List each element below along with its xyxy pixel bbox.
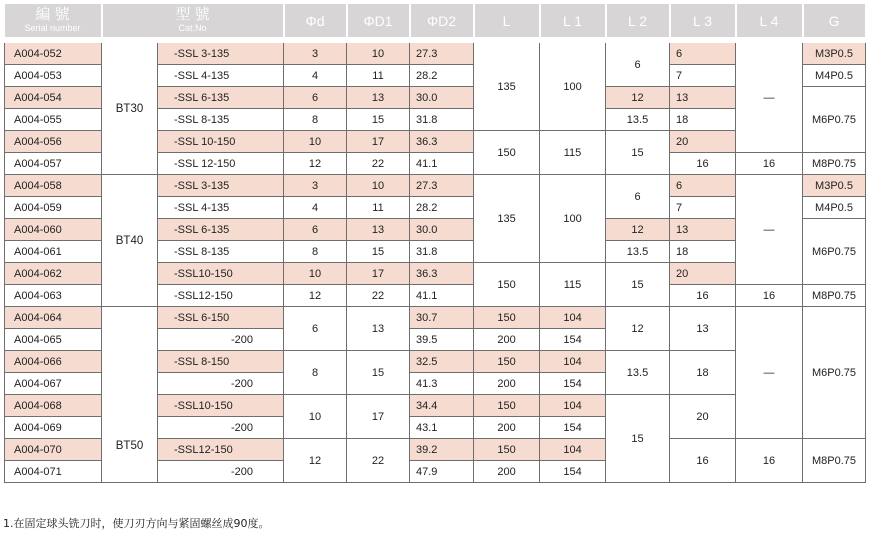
D2-cell: 43.1 [410, 417, 474, 439]
D1-cell: 15 [347, 109, 410, 131]
serial-cell: A004-064 [5, 307, 102, 329]
L3-cell: 18 [670, 241, 736, 263]
D2-cell: 30.0 [410, 87, 474, 109]
table-row [5, 40, 866, 65]
serial-cell: A004-058 [5, 175, 102, 197]
L3-cell: 16 [670, 439, 736, 483]
D2-cell: 36.3 [410, 131, 474, 153]
L2-cell: 12 [606, 307, 670, 351]
serial-cell: A004-052 [5, 40, 102, 65]
D2-cell: 47.9 [410, 461, 474, 483]
cat-cell: -200 [158, 373, 284, 395]
L3-cell: 20 [670, 263, 736, 285]
serial-cell: A004-061 [5, 241, 102, 263]
L1-cell: 115 [540, 131, 606, 175]
serial-cell: A004-059 [5, 197, 102, 219]
L4-cell: 16 [736, 285, 803, 307]
L3-cell: 18 [670, 351, 736, 395]
header-L: L [474, 4, 540, 40]
D1-cell: 11 [347, 65, 410, 87]
L-cell: 150 [474, 395, 540, 417]
G-cell: M4P0.5 [803, 197, 866, 219]
group-cell: BT30 [102, 40, 158, 175]
G-cell: M8P0.75 [803, 439, 866, 483]
L-cell: 150 [474, 439, 540, 461]
header-D2: ΦD2 [410, 4, 474, 40]
cat-cell: -SSL 4-135 [158, 65, 284, 87]
D2-cell: 39.5 [410, 329, 474, 351]
cat-cell: -SSL 8-150 [158, 351, 284, 373]
L-cell: 150 [474, 131, 540, 175]
header-serial-en: Serial number [24, 23, 81, 33]
D1-cell: 22 [347, 285, 410, 307]
L1-cell: 104 [540, 395, 606, 417]
L-cell: 150 [474, 351, 540, 373]
serial-cell: A004-070 [5, 439, 102, 461]
serial-cell: A004-057 [5, 153, 102, 175]
d-cell: 3 [284, 175, 347, 197]
serial-cell: A004-067 [5, 373, 102, 395]
d-cell: 4 [284, 197, 347, 219]
cat-cell: -SSL12-150 [158, 439, 284, 461]
header-serial [5, 4, 102, 40]
D2-cell: 27.3 [410, 175, 474, 197]
D1-cell: 11 [347, 197, 410, 219]
serial-cell: A004-071 [5, 461, 102, 483]
L-cell: 135 [474, 175, 540, 263]
L4-cell: — [736, 307, 803, 439]
d-cell: 8 [284, 241, 347, 263]
header-cat-en: Cat.No [178, 23, 207, 33]
serial-cell: A004-065 [5, 329, 102, 351]
G-cell: M3P0.5 [803, 40, 866, 65]
D2-cell: 30.0 [410, 219, 474, 241]
D2-cell: 31.8 [410, 109, 474, 131]
D2-cell: 34.4 [410, 395, 474, 417]
D2-cell: 31.8 [410, 241, 474, 263]
D2-cell: 27.3 [410, 40, 474, 65]
group-cell: BT40 [102, 175, 158, 307]
group-cell: BT50 [102, 307, 158, 483]
cat-cell: -SSL 6-150 [158, 307, 284, 329]
L-cell: 200 [474, 329, 540, 351]
table-body [5, 40, 866, 483]
serial-cell: A004-068 [5, 395, 102, 417]
D1-cell: 17 [347, 263, 410, 285]
header-serial-cn: 編 號 [35, 6, 70, 23]
cat-cell: -200 [158, 461, 284, 483]
D1-cell: 10 [347, 175, 410, 197]
header-L1: L 1 [540, 4, 606, 40]
L-cell: 150 [474, 263, 540, 307]
cat-cell: -SSL10-150 [158, 263, 284, 285]
L2-cell: 15 [606, 263, 670, 307]
serial-cell: A004-054 [5, 87, 102, 109]
d-cell: 4 [284, 65, 347, 87]
header-L4: L 4 [736, 4, 803, 40]
L4-cell: 16 [736, 153, 803, 175]
cat-cell: -SSL 12-150 [158, 153, 284, 175]
L-cell: 200 [474, 417, 540, 439]
d-cell: 12 [284, 153, 347, 175]
serial-cell: A004-062 [5, 263, 102, 285]
table-row [5, 307, 866, 329]
D2-cell: 41.1 [410, 285, 474, 307]
L2-cell: 13.5 [606, 241, 670, 263]
cat-cell: -SSL 6-135 [158, 219, 284, 241]
cat-cell: -SSL 4-135 [158, 197, 284, 219]
footnote: 1.在固定球头铣刀时，使刀刃方向与紧固螺丝成90度。 [3, 517, 270, 530]
serial-cell: A004-063 [5, 285, 102, 307]
spec-table [4, 4, 867, 483]
header-D1: ΦD1 [347, 4, 410, 40]
d-cell: 8 [284, 109, 347, 131]
L3-cell: 7 [670, 197, 736, 219]
d-cell: 6 [284, 219, 347, 241]
header-L3: L 3 [670, 4, 736, 40]
G-cell: M8P0.75 [803, 153, 866, 175]
L1-cell: 104 [540, 307, 606, 329]
d-cell: 12 [284, 285, 347, 307]
table-row [5, 175, 866, 197]
cat-cell: -200 [158, 417, 284, 439]
cat-cell: -SSL10-150 [158, 395, 284, 417]
D1-cell: 13 [347, 87, 410, 109]
d-cell: 10 [284, 131, 347, 153]
D1-cell: 22 [347, 153, 410, 175]
L3-cell: 13 [670, 219, 736, 241]
L1-cell: 154 [540, 329, 606, 351]
L2-cell: 15 [606, 395, 670, 483]
cat-cell: -SSL 8-135 [158, 241, 284, 263]
D2-cell: 41.1 [410, 153, 474, 175]
D2-cell: 36.3 [410, 263, 474, 285]
D1-cell: 17 [347, 131, 410, 153]
D1-cell: 13 [347, 307, 410, 351]
D2-cell: 39.2 [410, 439, 474, 461]
cat-cell: -SSL 8-135 [158, 109, 284, 131]
header-L2: L 2 [606, 4, 670, 40]
d-cell: 10 [284, 263, 347, 285]
L1-cell: 154 [540, 373, 606, 395]
header-cat-cn: 型 號 [175, 6, 210, 23]
D2-cell: 28.2 [410, 197, 474, 219]
serial-cell: A004-056 [5, 131, 102, 153]
serial-cell: A004-055 [5, 109, 102, 131]
D1-cell: 15 [347, 241, 410, 263]
L3-cell: 20 [670, 131, 736, 153]
L-cell: 200 [474, 373, 540, 395]
L1-cell: 154 [540, 461, 606, 483]
d-cell: 3 [284, 40, 347, 65]
L2-cell: 12 [606, 219, 670, 241]
L1-cell: 100 [540, 175, 606, 263]
L4-cell: — [736, 175, 803, 285]
L2-cell: 15 [606, 131, 670, 175]
header-G: G [803, 4, 866, 40]
L3-cell: 6 [670, 175, 736, 197]
d-cell: 12 [284, 439, 347, 483]
L4-cell: — [736, 40, 803, 153]
serial-cell: A004-066 [5, 351, 102, 373]
serial-cell: A004-069 [5, 417, 102, 439]
D1-cell: 10 [347, 40, 410, 65]
cat-cell: -SSL 10-150 [158, 131, 284, 153]
L3-cell: 16 [670, 285, 736, 307]
serial-cell: A004-053 [5, 65, 102, 87]
L-cell: 135 [474, 40, 540, 131]
L2-cell: 6 [606, 175, 670, 219]
G-cell: M3P0.5 [803, 175, 866, 197]
header-cat-no [102, 4, 284, 40]
G-cell: M6P0.75 [803, 307, 866, 439]
L-cell: 150 [474, 307, 540, 329]
cat-cell: -200 [158, 329, 284, 351]
L3-cell: 16 [670, 153, 736, 175]
L1-cell: 115 [540, 263, 606, 307]
D1-cell: 17 [347, 395, 410, 439]
d-cell: 6 [284, 307, 347, 351]
D1-cell: 22 [347, 439, 410, 483]
d-cell: 10 [284, 395, 347, 439]
d-cell: 8 [284, 351, 347, 395]
L3-cell: 6 [670, 40, 736, 65]
cat-cell: -SSL 3-135 [158, 40, 284, 65]
L4-cell: 16 [736, 439, 803, 483]
header-d: Φd [284, 4, 347, 40]
D2-cell: 30.7 [410, 307, 474, 329]
D2-cell: 41.3 [410, 373, 474, 395]
cat-cell: -SSL 3-135 [158, 175, 284, 197]
G-cell: M6P0.75 [803, 87, 866, 153]
L2-cell: 13.5 [606, 109, 670, 131]
L1-cell: 154 [540, 417, 606, 439]
L1-cell: 100 [540, 40, 606, 131]
G-cell: M8P0.75 [803, 285, 866, 307]
L3-cell: 18 [670, 109, 736, 131]
L2-cell: 13.5 [606, 351, 670, 395]
L3-cell: 13 [670, 87, 736, 109]
d-cell: 6 [284, 87, 347, 109]
cat-cell: -SSL 6-135 [158, 87, 284, 109]
D2-cell: 32.5 [410, 351, 474, 373]
L1-cell: 104 [540, 351, 606, 373]
D2-cell: 28.2 [410, 65, 474, 87]
D1-cell: 15 [347, 351, 410, 395]
D1-cell: 13 [347, 219, 410, 241]
serial-cell: A004-060 [5, 219, 102, 241]
L3-cell: 7 [670, 65, 736, 87]
L2-cell: 12 [606, 87, 670, 109]
L1-cell: 104 [540, 439, 606, 461]
L3-cell: 20 [670, 395, 736, 439]
L-cell: 200 [474, 461, 540, 483]
cat-cell: -SSL12-150 [158, 285, 284, 307]
table-header [5, 4, 866, 40]
L2-cell: 6 [606, 40, 670, 87]
G-cell: M4P0.5 [803, 65, 866, 87]
G-cell: M6P0.75 [803, 219, 866, 285]
L3-cell: 13 [670, 307, 736, 351]
